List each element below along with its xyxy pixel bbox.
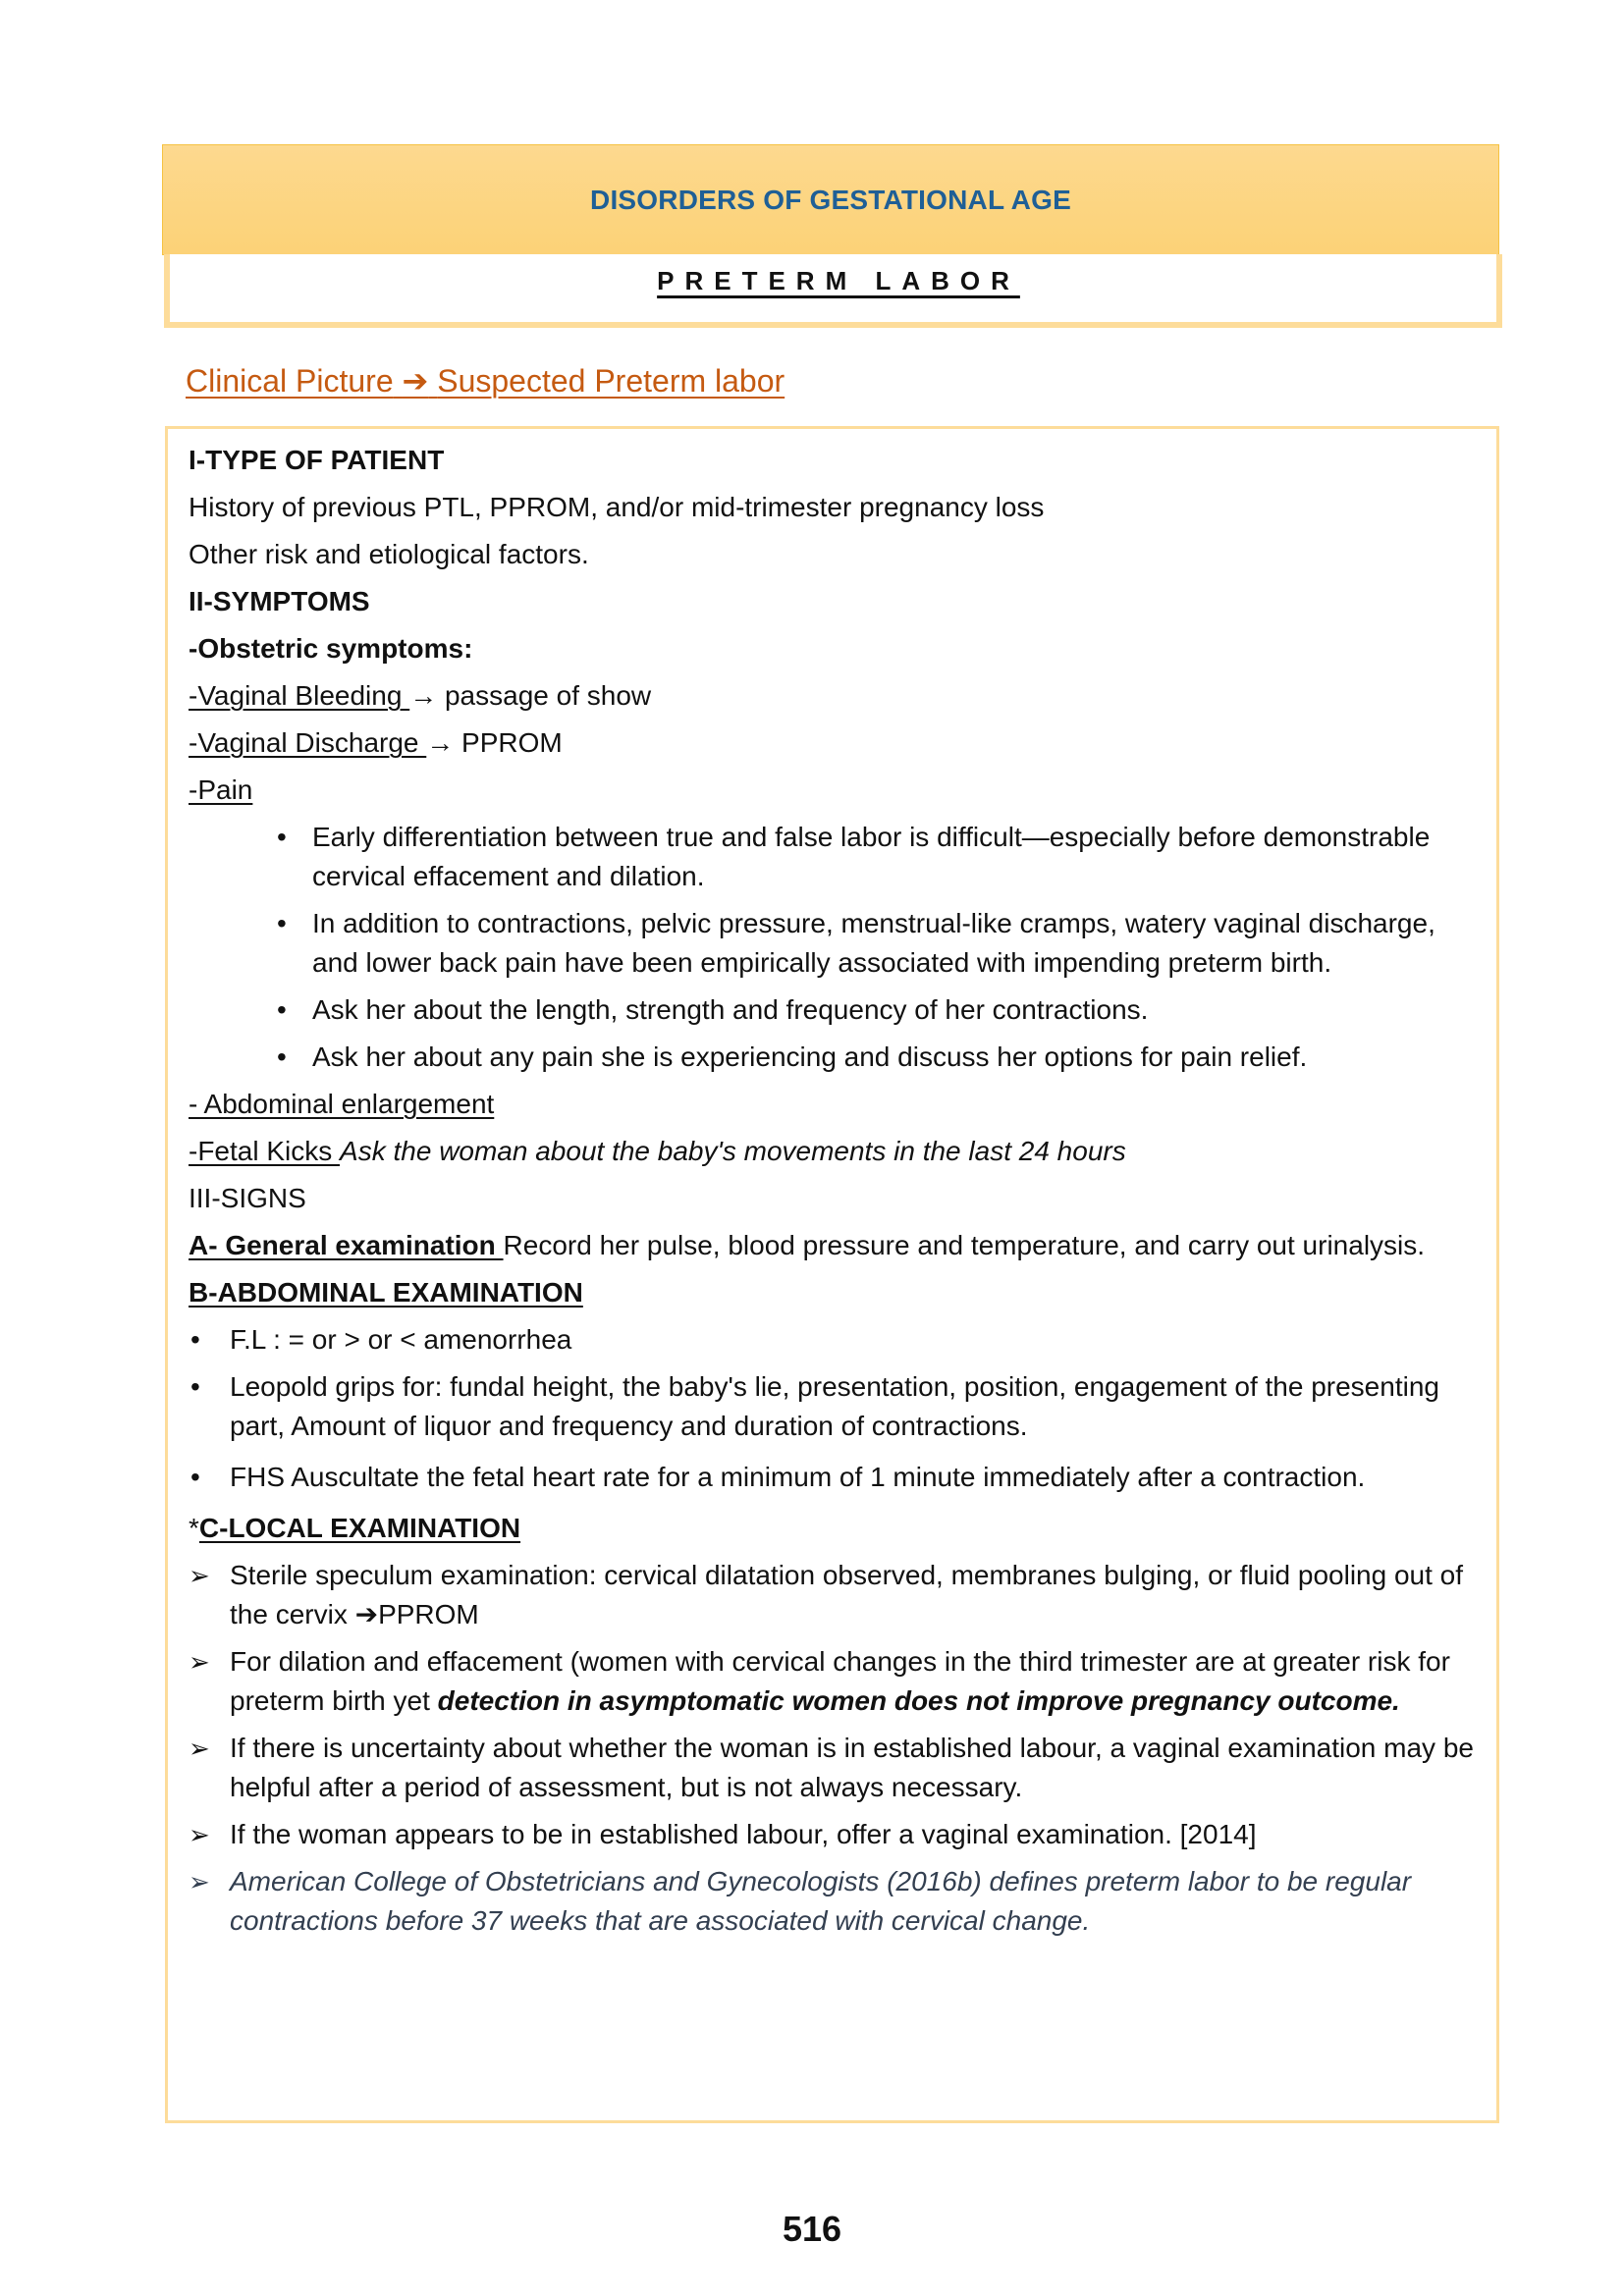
list-item [189,818,1485,896]
clinical-picture-content [189,441,1485,1949]
arrowhead-bullet-icon: ➢ [189,1820,210,1849]
asterisk: * [189,1513,199,1543]
list-item [189,1038,1485,1077]
symptoms-heading: II-SYMPTOMS [189,586,370,616]
arrowhead-bullet-icon: ➢ [189,1867,210,1896]
fetal-kicks-text: Ask the woman about the baby's movements in the last 24 hours [340,1136,1126,1166]
right-arrow-icon: → [409,680,438,711]
list-item-text: Leopold grips for: fundal height, the baby's lie, presentation, position, engagement of the presenting part, Amount of liquor and frequency and duration of contractions. [230,1371,1439,1441]
list-item-text: Early differentiation between true and false labor is difficult—especially before demonstrable cervical effacement and dilation. [312,822,1431,891]
abdominal-enlargement-line [189,1085,1485,1124]
bullet-icon: • [190,1371,200,1402]
abdominal-enlargement-label: - Abdominal enlargement [189,1089,495,1119]
fetal-kicks-label: -Fetal Kicks [189,1136,341,1166]
bullet-icon: • [277,822,287,852]
vaginal-discharge-label: -Vaginal Discharge [189,727,427,758]
bullet-icon: • [277,908,287,938]
pain-label: -Pain [189,774,253,805]
arrowhead-bullet-icon: ➢ [189,1734,210,1763]
abdominal-exam-list [189,1320,1485,1501]
acog-definition-text: American College of Obstetricians and Gynecologists (2016b) defines preterm labor to be regular contractions before 37 weeks that are associated with cervical change. [230,1866,1412,1936]
local-exam-heading-line [189,1509,1485,1548]
section-heading-right: Suspected Preterm labor [437,363,785,399]
section-heading [186,362,785,400]
list-item [189,1320,1485,1360]
dilation-text: For dilation and effacement (women with cervical changes in the third trimester are at greater risk for preterm birth yet [230,1646,1450,1716]
arrowhead-bullet-icon: ➢ [189,1561,210,1590]
speculum-exam-text: Sterile speculum examination: cervical dilatation observed, membranes bulging, or fluid pooling out of the cervix [230,1560,1464,1629]
section-heading-left: Clinical Picture [186,363,394,399]
type-of-patient-heading: I-TYPE OF PATIENT [189,445,445,475]
list-item-text: Ask her about the length, strength and frequency of her contractions. [312,994,1149,1025]
general-exam-line [189,1226,1485,1265]
speculum-exam-result: PPROM [378,1599,479,1629]
arrowhead-bullet-icon: ➢ [189,1647,210,1677]
topic-subtitle: PRETERM LABOR [657,266,1020,295]
abdominal-exam-heading: B-ABDOMINAL EXAMINATION [189,1277,583,1308]
fetal-kicks-line [189,1132,1485,1171]
list-item [189,1729,1485,1807]
list-item-text: Ask her about any pain she is experiencing and discuss her options for pain relief. [312,1041,1308,1072]
local-exam-list [189,1556,1485,1941]
bullet-icon: • [190,1462,200,1492]
vaginal-discharge-text: PPROM [454,727,563,758]
right-arrow-icon: ➔ [354,1599,379,1629]
list-item-text: F.L : = or > or < amenorrhea [230,1324,572,1355]
patient-risk-line: Other risk and etiological factors. [189,539,589,569]
list-item-text: If there is uncertainty about whether the woman is in established labour, a vaginal examination may be helpful after a period of assessment, but is not always necessary. [230,1733,1474,1802]
list-item [189,1367,1485,1446]
topic-subtitle-box [164,254,1502,328]
chapter-header-band [162,144,1499,255]
bullet-icon: • [277,994,287,1025]
list-item [189,1815,1485,1854]
list-item [189,1862,1485,1941]
vaginal-bleeding-line [189,676,1485,716]
list-item [189,990,1485,1030]
local-exam-heading: C-LOCAL EXAMINATION [198,1513,521,1543]
chapter-title: DISORDERS OF GESTATIONAL AGE [590,185,1071,215]
general-exam-label: A- General examination [189,1230,504,1260]
page-number: 516 [782,2209,842,2249]
signs-heading: III-SIGNS [189,1183,306,1213]
vaginal-bleeding-text: passage of show [437,680,652,711]
vaginal-discharge-line [189,723,1485,763]
bullet-icon: • [277,1041,287,1072]
list-item-text: In addition to contractions, pelvic pressure, menstrual-like cramps, watery vaginal discharge, and lower back pain have been empirically associated with impending preterm birth. [312,908,1435,978]
abdominal-exam-heading-line [189,1273,1485,1312]
list-item [189,1556,1485,1634]
list-item-text: If the woman appears to be in established labour, offer a vaginal examination. [2014] [230,1819,1257,1849]
right-arrow-icon: ➔ [402,363,429,399]
pain-bullet-list [189,818,1485,1077]
right-arrow-icon: → [426,727,455,758]
obstetric-symptoms-subheading: -Obstetric symptoms: [189,633,473,664]
patient-history-line: History of previous PTL, PPROM, and/or mid-trimester pregnancy loss [189,492,1045,522]
clinical-picture-box [165,426,1499,2123]
list-item [189,1642,1485,1721]
bullet-icon: • [190,1324,200,1355]
general-exam-text: Record her pulse, blood pressure and temperature, and carry out urinalysis. [503,1230,1426,1260]
pain-line [189,771,1485,810]
list-item [189,904,1485,983]
vaginal-bleeding-label: -Vaginal Bleeding [189,680,410,711]
list-item-text: FHS Auscultate the fetal heart rate for a minimum of 1 minute immediately after a contraction. [230,1462,1366,1492]
list-item [189,1454,1485,1501]
dilation-emphasis: detection in asymptomatic women does not improve pregnancy outcome. [437,1685,1400,1716]
